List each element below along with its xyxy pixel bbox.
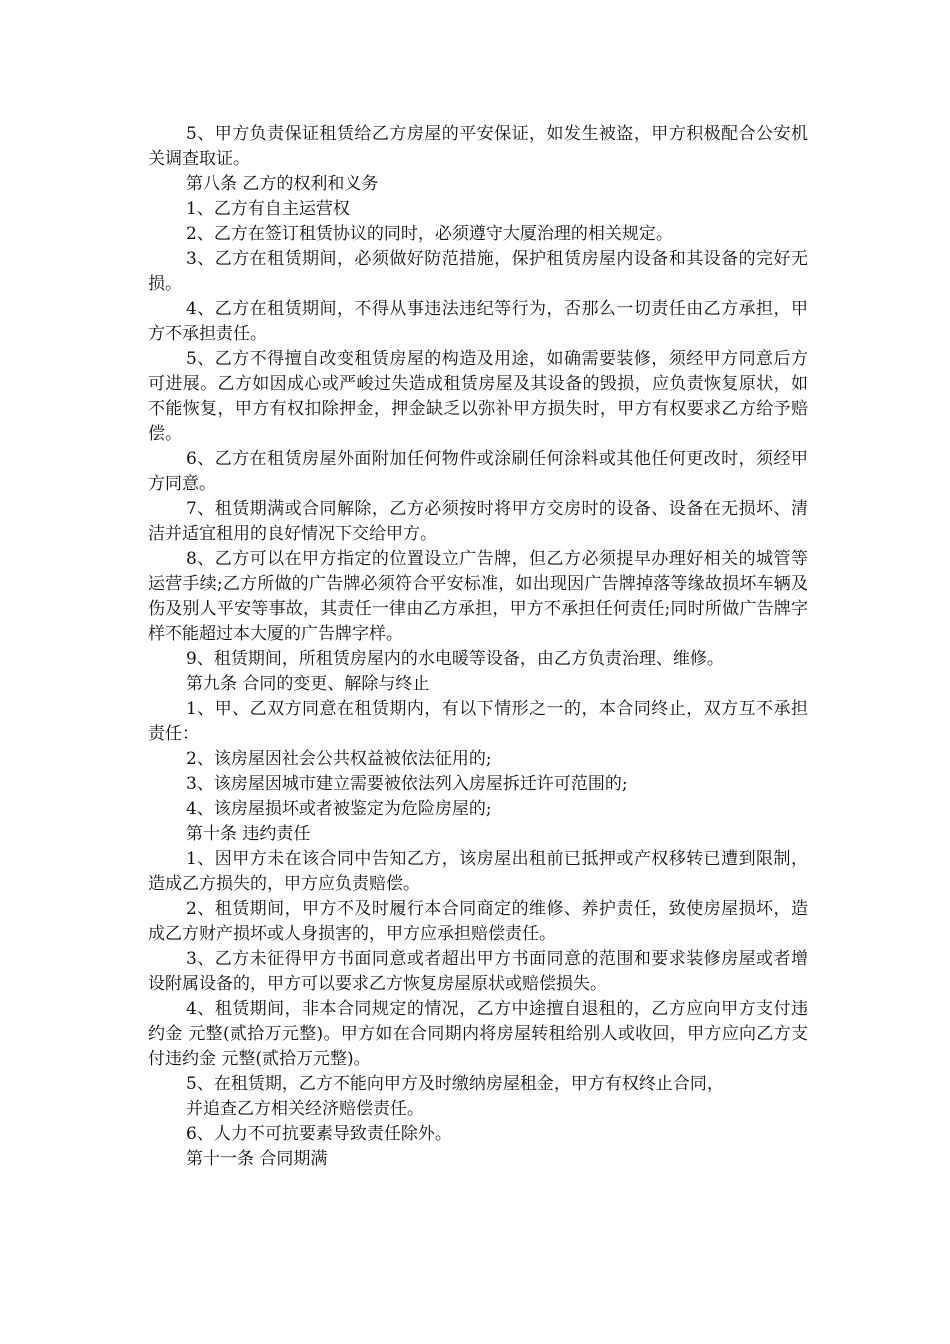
article-11-heading: 第十一条 合同期满 [186,1149,328,1169]
article-9-item-1: 1、甲、乙双方同意在租赁期内，有以下情形之一的，本合同终止，双方互不承担责任： [148,699,808,744]
article-8-item-5: 5、乙方不得擅自改变租赁房屋的构造及用途，如确需要装修，须经甲方同意后方可进展。乙方如因成心或严峻过失造成租赁房屋及其设备的毁损，应负责恢复原状，如不能恢复，甲方有权扣除押金，押金缺乏以弥补甲方损失时，甲方有权要求乙方给予赔偿。 [148,349,808,444]
article-8-item-1: 1、乙方有自主运营权 [186,199,350,219]
article-8-item-8: 8、乙方可以在甲方指定的位置设立广告牌，但乙方必须提早办理好相关的城管等运营手续;乙方所做的广告牌必须符合平安标准，如出现因广告牌掉落等缘故损坏车辆及伤及别人平安等事故，其责任一律由乙方承担，甲方不承担任何责任;同时所做广告牌字样不能超过本大厦的广告牌字样。 [148,549,808,644]
article-9-item-3: 3、该房屋因城市建立需要被依法列入房屋拆迁许可范围的; [186,774,628,794]
contract-body [148,122,808,1172]
article-10-heading: 第十条 违约责任 [186,824,311,844]
article-10-item-5: 5、在租赁期，乙方不能向甲方及时缴纳房屋租金，甲方有权终止合同， [186,1074,724,1094]
article-10-item-4: 4、租赁期间，非本合同规定的情况，乙方中途擅自退租的，乙方应向甲方支付违约金 元整(贰拾万元整)。甲方如在合同期内将房屋转租给别人或收回，甲方应向乙方支付违约金 元整(贰拾万元整)。 [148,999,808,1069]
article-8-item-7: 7、租赁期满或合同解除，乙方必须按时将甲方交房时的设备、设备在无损坏、清洁并适宜租用的良好情况下交给甲方。 [148,499,808,544]
article-10-item-6: 6、人力不可抗要素导致责任除外。 [186,1124,452,1144]
article-8-heading: 第八条 乙方的权利和义务 [186,174,379,194]
article-9-heading: 第九条 合同的变更、解除与终止 [186,674,430,694]
article-8-item-2: 2、乙方在签订租赁协议的同时，必须遵守大厦治理的相关规定。 [186,224,673,244]
article-10-item-5-continued: 并追查乙方相关经济赔偿责任。 [186,1099,424,1119]
article-9-item-4: 4、该房屋损坏或者被鉴定为危险房屋的; [186,799,492,819]
article-10-item-1: 1、因甲方未在该合同中告知乙方，该房屋出租前已抵押或产权移转已遭到限制，造成乙方损失的，甲方应负责赔偿。 [148,849,808,894]
clause-7-item-5: 5、甲方负责保证租赁给乙方房屋的平安保证，如发生被盗，甲方积极配合公安机关调查取证。 [148,124,808,169]
article-8-item-9: 9、租赁期间，所租赁房屋内的水电暖等设备，由乙方负责治理、维修。 [186,649,724,669]
article-8-item-3: 3、乙方在租赁期间，必须做好防范措施，保护租赁房屋内设备和其设备的完好无损。 [148,249,808,294]
article-9-item-2: 2、该房屋因社会公共权益被依法征用的; [186,749,492,769]
article-10-item-3: 3、乙方未征得甲方书面同意或者超出甲方书面同意的范围和要求装修房屋或者增设附属设备的，甲方可以要求乙方恢复房屋原状或赔偿损失。 [148,949,808,994]
article-8-item-6: 6、乙方在租赁房屋外面附加任何物件或涂刷任何涂料或其他任何更改时，须经甲方同意。 [148,449,808,494]
article-8-item-4: 4、乙方在租赁期间，不得从事违法违纪等行为，否那么一切责任由乙方承担，甲方不承担责任。 [148,299,808,344]
article-10-item-2: 2、租赁期间，甲方不及时履行本合同商定的维修、养护责任，致使房屋损坏，造成乙方财产损坏或人身损害的，甲方应承担赔偿责任。 [148,899,808,944]
